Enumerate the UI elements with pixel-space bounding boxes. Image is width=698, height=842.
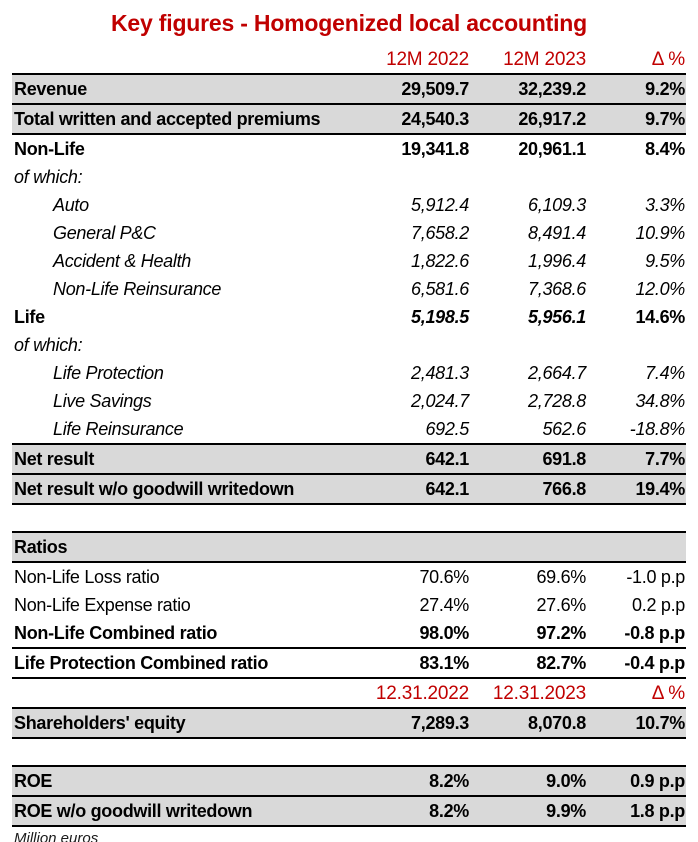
cell-delta: 10.9% xyxy=(635,223,685,243)
cell-2023: 69.6% xyxy=(536,567,586,587)
cell-2023: 26,917.2 xyxy=(470,104,587,134)
row-premiums xyxy=(12,104,686,134)
cell-label: ROE xyxy=(12,766,373,796)
row-of-which-life xyxy=(12,331,686,359)
cell-delta: 7.4% xyxy=(645,363,685,383)
row-non-life-combined-ratio xyxy=(12,619,686,648)
row-non-life-loss-ratio xyxy=(12,562,686,591)
cell-2022: 692.5 xyxy=(425,419,469,439)
cell-2023: 6,109.3 xyxy=(528,195,586,215)
cell-2022: 5,912.4 xyxy=(411,195,469,215)
row-non-life-expense-ratio xyxy=(12,591,686,619)
row-net-result-wo-goodwill xyxy=(12,474,686,504)
cell-delta: 7.7% xyxy=(587,444,686,474)
cell-2023: 7,368.6 xyxy=(528,279,586,299)
row-life-protection xyxy=(12,359,686,387)
cell-delta: 14.6% xyxy=(635,307,685,327)
cell-label: Non-Life Reinsurance xyxy=(53,279,222,299)
cell-delta: 0.2 p.p xyxy=(632,595,685,615)
cell-2023: 1,996.4 xyxy=(528,251,586,271)
key-figures-table xyxy=(12,45,686,827)
cell-2023: 8,491.4 xyxy=(528,223,586,243)
row-shareholders-equity xyxy=(12,708,686,738)
cell-label: Live Savings xyxy=(53,391,152,411)
cell-label: General P&C xyxy=(53,223,156,243)
cell-label: Auto xyxy=(53,195,89,215)
cell-2023: 691.8 xyxy=(470,444,587,474)
row-of-which-nonlife xyxy=(12,163,686,191)
cell-label: Non-Life Combined ratio xyxy=(12,619,373,648)
units-footnote: Million euros xyxy=(14,830,99,842)
row-revenue xyxy=(12,74,686,104)
row-non-life-reinsurance xyxy=(12,275,686,303)
row-general-pc xyxy=(12,219,686,247)
cell-2023: 562.6 xyxy=(542,419,586,439)
row-non-life xyxy=(12,134,686,163)
spacer-row xyxy=(12,504,686,532)
cell-delta: 8.4% xyxy=(645,139,685,159)
cell-2022: 8.2% xyxy=(373,766,470,796)
row-life-reinsurance xyxy=(12,415,686,444)
row-life xyxy=(12,303,686,331)
cell-2023: 8,070.8 xyxy=(470,708,587,738)
cell-2023: 2,664.7 xyxy=(528,363,586,383)
cell-delta: 9.2% xyxy=(587,74,686,104)
cell-label: ROE w/o goodwill writedown xyxy=(12,796,373,826)
row-accident-health xyxy=(12,247,686,275)
cell-label: Revenue xyxy=(12,74,373,104)
cell-delta: 1.8 p.p xyxy=(587,796,686,826)
header-row-periods xyxy=(12,45,686,74)
cell-delta: 10.7% xyxy=(587,708,686,738)
cell-delta: 19.4% xyxy=(587,474,686,504)
cell-label: Total written and accepted premiums xyxy=(12,104,373,134)
cell-label: Shareholders' equity xyxy=(12,708,373,738)
cell-delta: 34.8% xyxy=(635,391,685,411)
cell-2022: 98.0% xyxy=(373,619,470,648)
header-col-delta: Δ % xyxy=(587,45,686,74)
header-col-12-31-2023: 12.31.2023 xyxy=(470,678,587,708)
cell-delta: 9.5% xyxy=(645,251,685,271)
cell-delta: -1.0 p.p xyxy=(626,567,685,587)
cell-2023: 5,956.1 xyxy=(528,307,586,327)
cell-label: Accident & Health xyxy=(53,251,191,271)
header-col-12-31-2022: 12.31.2022 xyxy=(373,678,470,708)
cell-delta: 0.9 p.p xyxy=(587,766,686,796)
header-col-12m-2023: 12M 2023 xyxy=(470,45,587,74)
cell-2023: 27.6% xyxy=(536,595,586,615)
row-live-savings xyxy=(12,387,686,415)
cell-2022: 6,581.6 xyxy=(411,279,469,299)
cell-2023: 20,961.1 xyxy=(518,139,586,159)
cell-2022: 642.1 xyxy=(373,474,470,504)
cell-2022: 8.2% xyxy=(373,796,470,826)
cell-2022: 70.6% xyxy=(419,567,469,587)
cell-label: Non-Life Loss ratio xyxy=(14,567,160,587)
cell-2023: 2,728.8 xyxy=(528,391,586,411)
cell-delta: 9.7% xyxy=(587,104,686,134)
cell-2022: 5,198.5 xyxy=(411,307,469,327)
cell-2023: 9.0% xyxy=(470,766,587,796)
cell-label: Life Protection xyxy=(53,363,164,383)
row-auto xyxy=(12,191,686,219)
cell-2022: 2,481.3 xyxy=(411,363,469,383)
cell-2022: 7,658.2 xyxy=(411,223,469,243)
cell-2022: 2,024.7 xyxy=(411,391,469,411)
cell-delta: -0.4 p.p xyxy=(587,648,686,678)
cell-2023: 97.2% xyxy=(470,619,587,648)
cell-label: Life xyxy=(14,307,45,327)
cell-2022: 83.1% xyxy=(373,648,470,678)
cell-label: of which: xyxy=(14,167,83,187)
row-net-result xyxy=(12,444,686,474)
cell-label: Non-Life xyxy=(14,139,85,159)
cell-2022: 24,540.3 xyxy=(373,104,470,134)
cell-label: Life Protection Combined ratio xyxy=(12,648,373,678)
cell-2022: 1,822.6 xyxy=(411,251,469,271)
cell-2023: 9.9% xyxy=(470,796,587,826)
cell-label: Net result xyxy=(12,444,373,474)
header-label-empty xyxy=(12,45,373,74)
row-life-protection-combined-ratio xyxy=(12,648,686,678)
row-roe xyxy=(12,766,686,796)
cell-2023: 82.7% xyxy=(470,648,587,678)
header-label-empty xyxy=(12,678,373,708)
cell-delta: -0.8 p.p xyxy=(587,619,686,648)
cell-2022: 642.1 xyxy=(373,444,470,474)
cell-delta: 3.3% xyxy=(645,195,685,215)
cell-2022: 19,341.8 xyxy=(401,139,469,159)
cell-label: Net result w/o goodwill writedown xyxy=(12,474,373,504)
page-title: Key figures - Homogenized local accounting xyxy=(111,10,587,36)
cell-2022: 29,509.7 xyxy=(373,74,470,104)
cell-2023: 766.8 xyxy=(470,474,587,504)
header-col-12m-2022: 12M 2022 xyxy=(373,45,470,74)
row-roe-wo-goodwill xyxy=(12,796,686,826)
cell-delta: -18.8% xyxy=(629,419,685,439)
header-col-delta: Δ % xyxy=(587,678,686,708)
cell-delta: 12.0% xyxy=(635,279,685,299)
header-row-dates xyxy=(12,678,686,708)
cell-label: Life Reinsurance xyxy=(53,419,184,439)
spacer-row xyxy=(12,738,686,766)
cell-2022: 7,289.3 xyxy=(373,708,470,738)
row-ratios-header xyxy=(12,532,686,562)
cell-2023: 32,239.2 xyxy=(470,74,587,104)
cell-label: Non-Life Expense ratio xyxy=(14,595,191,615)
section-title-ratios: Ratios xyxy=(12,532,373,562)
cell-label: of which: xyxy=(14,335,83,355)
cell-2022: 27.4% xyxy=(419,595,469,615)
